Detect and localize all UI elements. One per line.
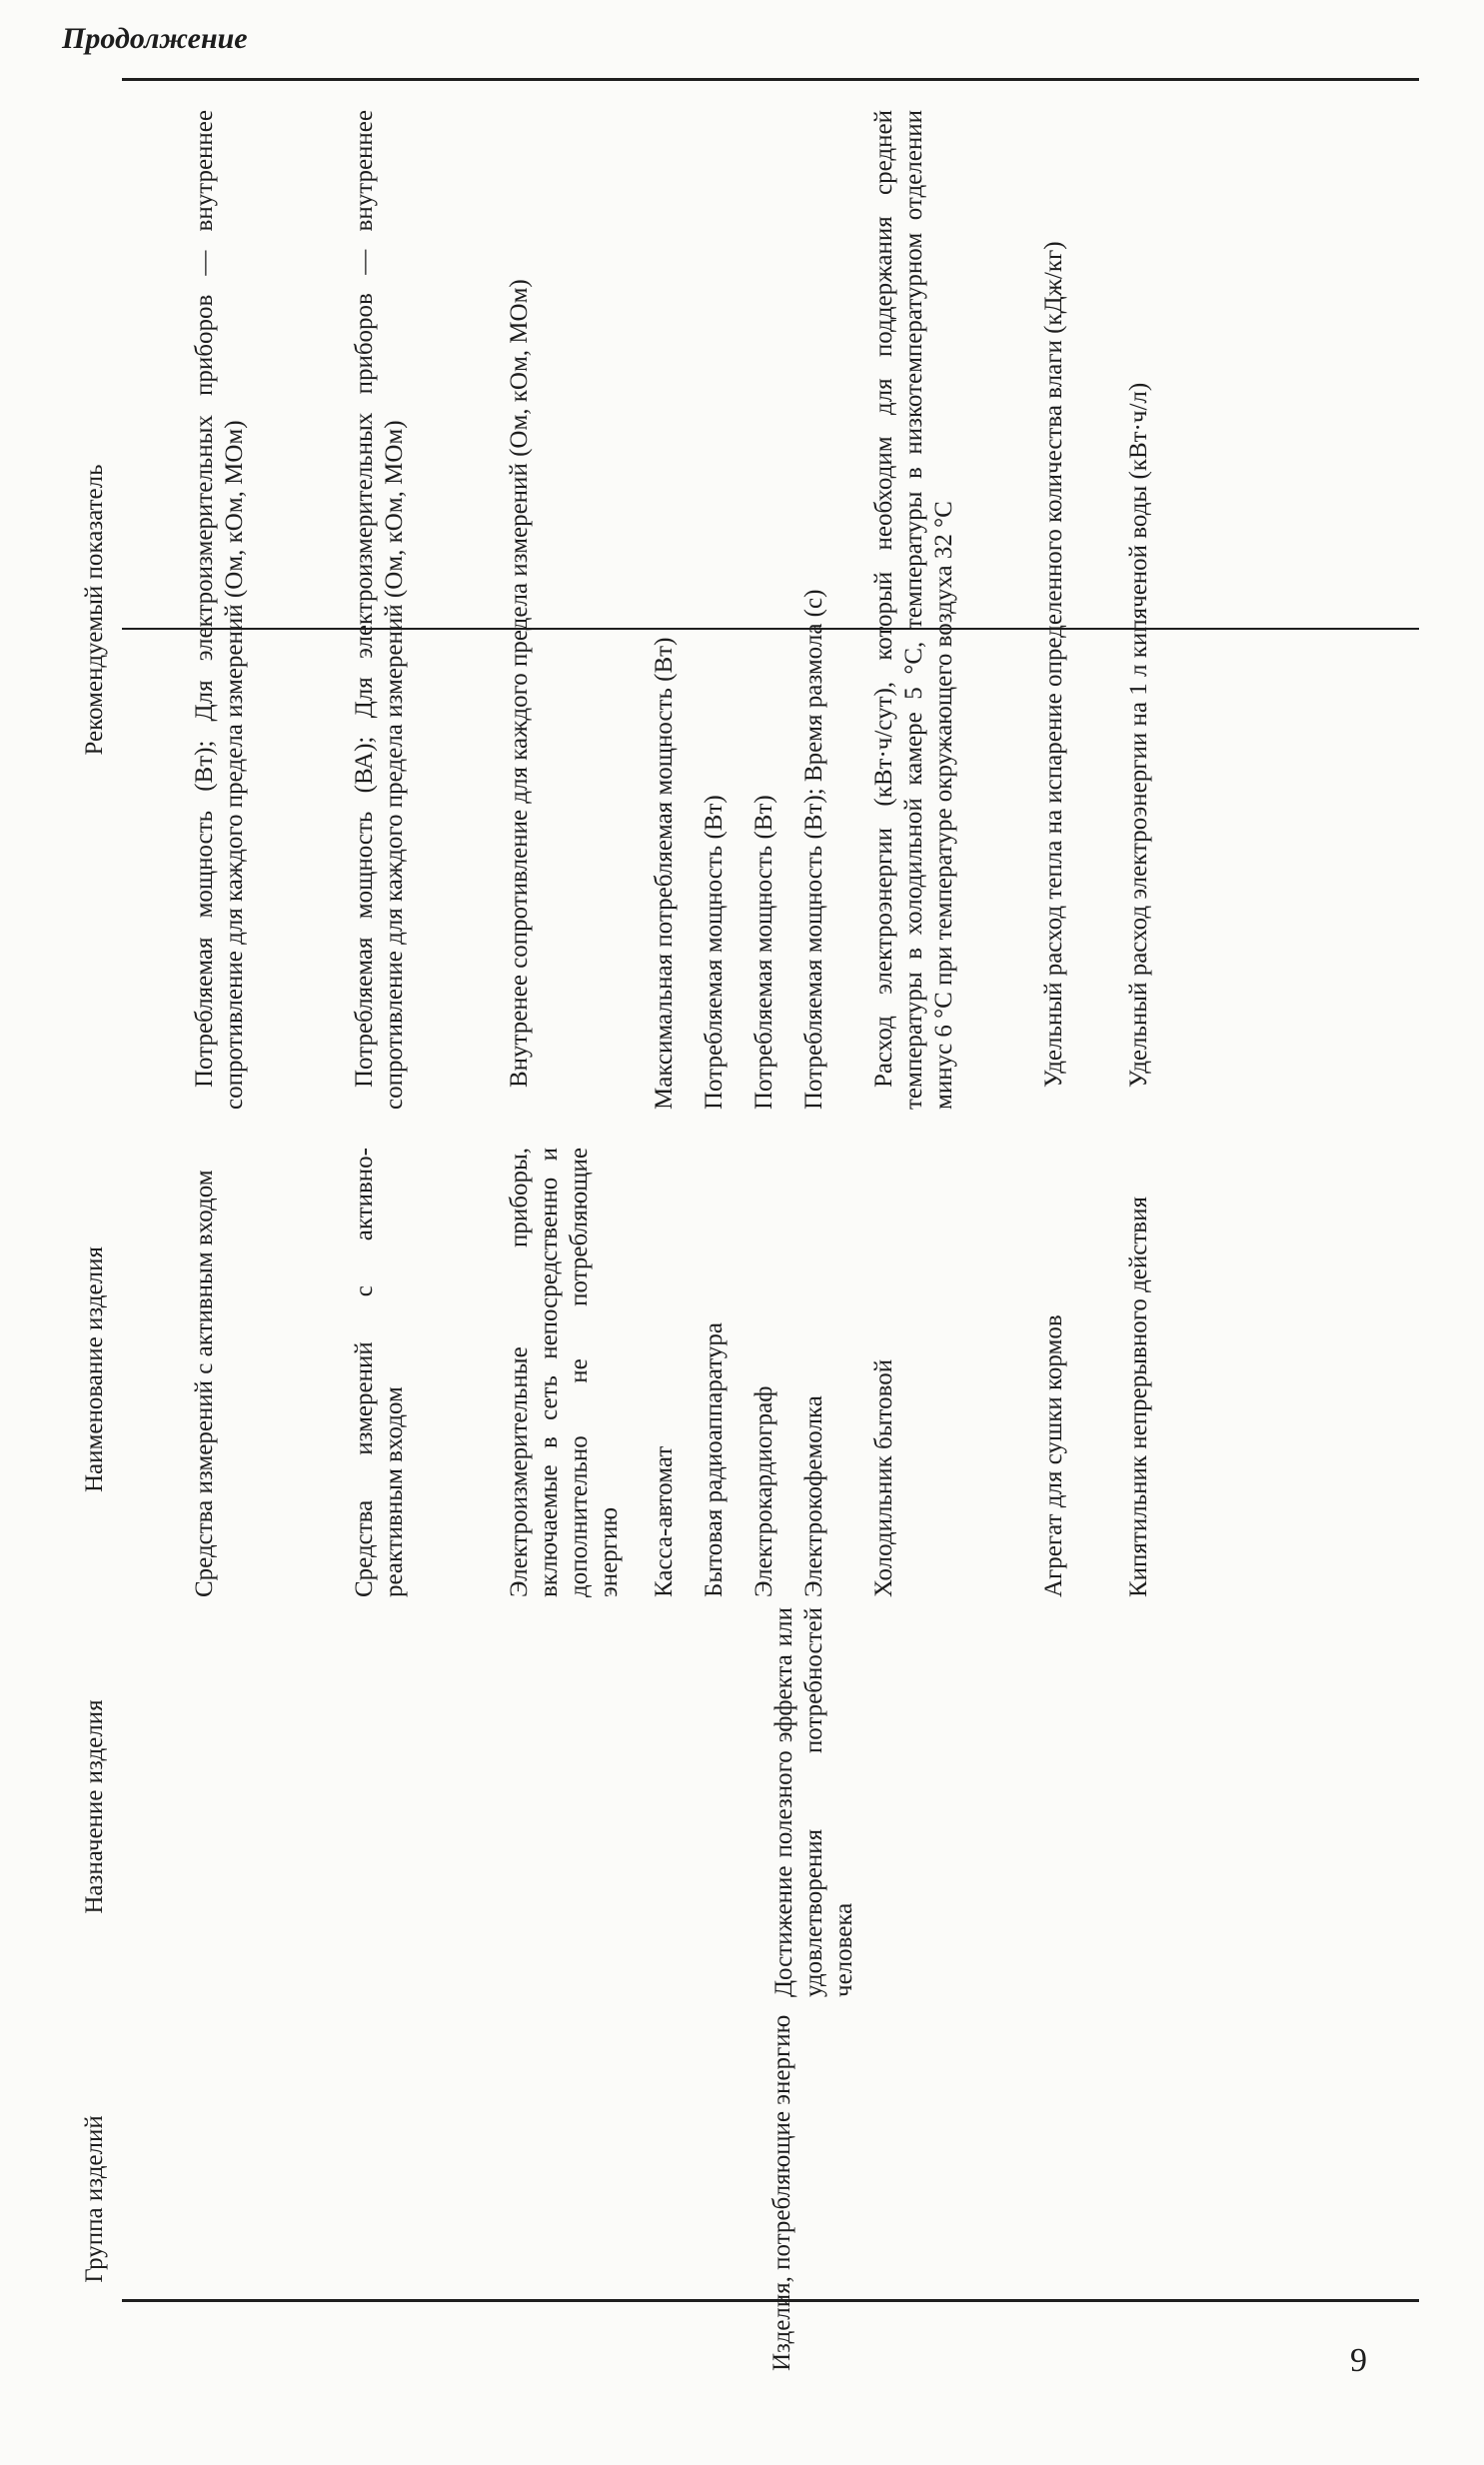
- column-header-group: Группа изделий: [81, 2115, 108, 2283]
- list-item-indicator: Потребляемая мощность (Вт): [750, 795, 777, 1110]
- list-item-name: Бытовая радиоаппаратура: [701, 1321, 728, 1597]
- list-item-name: Средства измерений с активным входом: [191, 1170, 218, 1597]
- list-item-name: Касса-автомат: [651, 1445, 678, 1597]
- list-item-indicator: Расход электроэнергии (кВт·ч/сут), который необходим для поддержания средней температуры в холодильной камере 5 °С, температуры в низкотемпературном отделении минус 6 °С при температуре окружающего воздуха 32 °С: [870, 110, 957, 1110]
- list-item-indicator: Максимальная потребляемая мощность (Вт): [651, 637, 678, 1110]
- rotated-table: [80, 100, 1259, 2399]
- list-item-indicator: Потребляемая мощность (Вт); Время размола (с): [800, 589, 827, 1110]
- list-item-indicator: Потребляемая мощность (ВА); Для электроизмерительных приборов — внутреннее сопротивление для каждого предела измерений (Ом, кОм, МОм): [351, 110, 408, 1110]
- continuation-label: Продолжение: [62, 22, 248, 55]
- list-item-indicator: Внутренее сопротивление для каждого предела измерений (Ом, кОм, МОм): [506, 279, 533, 1088]
- list-item-name: Электрокофемолка: [800, 1395, 827, 1597]
- purpose-text: Достижение полезного эффекта или удовлетворения потребностей человека: [770, 1607, 857, 1997]
- list-item-name: Средства измерений с активно-реактивным входом: [351, 1148, 408, 1597]
- column-header-purpose: Назначение изделия: [81, 1699, 108, 1914]
- list-item-indicator: Потребляемая мощность (Вт): [701, 795, 728, 1110]
- list-item-indicator: Удельный расход электроэнергии на 1 л кипяченой воды (кВт·ч/л): [1125, 382, 1152, 1088]
- list-item-name: Агрегат для сушки кормов: [1040, 1314, 1067, 1597]
- list-item-indicator: Удельный расход тепла на испарение определенного количества влаги (кДж/кг): [1040, 241, 1067, 1088]
- column-header-item-name: Наименование изделия: [81, 1246, 108, 1492]
- group-name: Изделия, потребляющие энергию: [768, 2014, 795, 2371]
- list-item-name: Электроизмерительные приборы, включаемые в сеть непосредственно и дополнительно не потребляющие энергию: [506, 1148, 623, 1597]
- list-item-name: Холодильник бытовой: [870, 1358, 897, 1597]
- list-item-name: Электрокардиограф: [750, 1385, 777, 1597]
- column-header-indicator: Рекомендуемый показатель: [81, 464, 108, 756]
- table-rule-top: [122, 78, 1419, 81]
- list-item-indicator: Потребляемая мощность (Вт); Для электроизмерительных приборов — внутреннее сопротивление для каждого предела измерений (Ом, кОм, МОм): [191, 110, 248, 1110]
- page-number: 9: [1350, 2342, 1367, 2379]
- list-item-name: Кипятильник непрерывного действия: [1125, 1197, 1152, 1597]
